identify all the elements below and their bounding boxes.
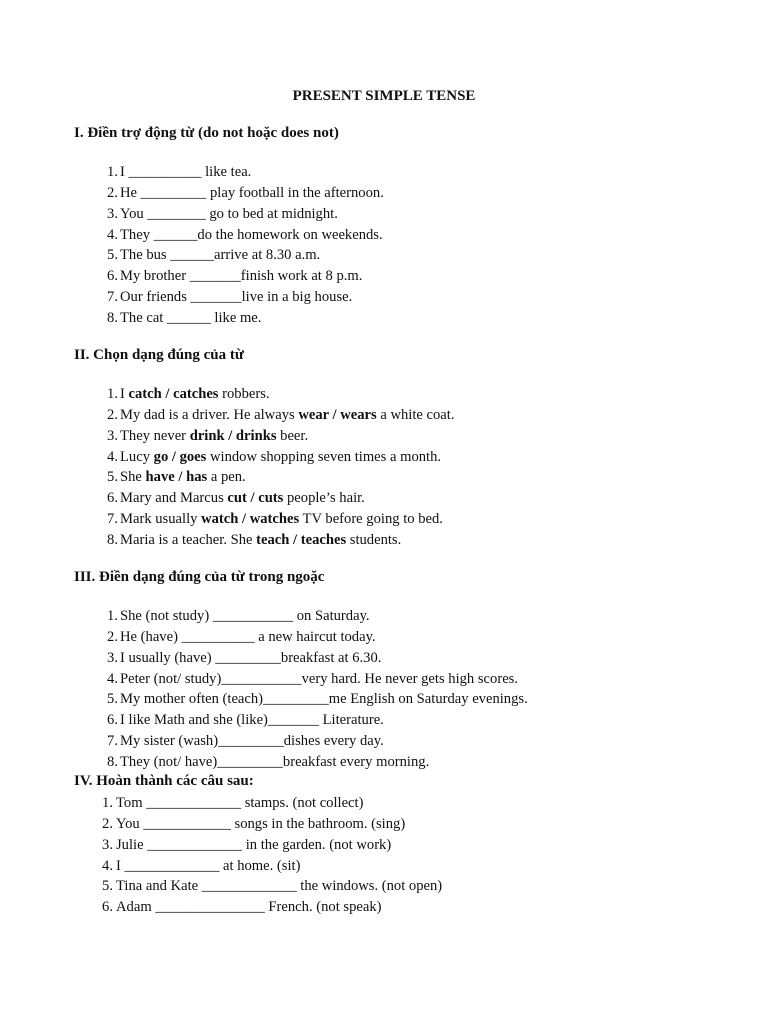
item-text (120, 627, 376, 648)
item-text (120, 225, 383, 246)
item-number: 5. (107, 247, 118, 264)
item-number: 3. (107, 205, 118, 222)
item-number: 4. (107, 670, 118, 687)
item-text (116, 793, 363, 814)
item-number: 8. (107, 531, 118, 548)
text-segment: I (120, 386, 129, 402)
item-text (120, 162, 251, 183)
item-text (120, 384, 270, 405)
item-text (120, 509, 443, 530)
text-segment: Our friends _______live in a big house. (120, 289, 353, 306)
item-text (120, 752, 429, 773)
item-number: 3. (107, 427, 118, 444)
text-segment: Mark usually (120, 511, 202, 528)
item-text (120, 669, 518, 690)
item-number: 4. (107, 226, 118, 243)
verb-choice: wear / wears (298, 406, 377, 423)
text-segment: Julie _____________ in the garden. (not work) (116, 836, 392, 853)
item-text (120, 467, 246, 488)
item-text (120, 710, 384, 731)
text-segment: He (have) __________ a new haircut today. (120, 628, 376, 645)
text-segment: My sister (wash)_________dishes every day. (120, 733, 384, 750)
text-segment: robbers. (218, 386, 270, 402)
item-text (120, 405, 455, 426)
item-number: 7. (107, 511, 118, 528)
item-number: 6. (107, 712, 118, 729)
text-segment: I like Math and she (like)_______ Literature. (120, 712, 384, 729)
item-text (120, 447, 441, 468)
item-text (120, 648, 381, 669)
verb-choice: go / goes (153, 448, 207, 465)
section-4-heading: IV. Hoàn thành các câu sau: (74, 773, 254, 789)
text-segment: She (not study) ___________ on Saturday. (120, 608, 370, 624)
text-segment: Maria is a teacher. She (120, 531, 257, 548)
text-segment: You ____________ songs in the bathroom. (sing) (116, 815, 406, 832)
item-text (120, 689, 528, 710)
text-segment: She (120, 469, 146, 486)
item-text (120, 488, 365, 509)
item-number: 5. (107, 469, 118, 486)
text-segment: people’s hair. (283, 490, 365, 507)
text-segment: The bus ______arrive at 8.30 a.m. (120, 247, 321, 264)
item-number: 6. (107, 490, 118, 507)
text-segment: My mother often (teach)_________me English on Saturday evenings. (120, 691, 528, 708)
item-number: 6. (107, 268, 118, 285)
item-number: 2. (107, 406, 118, 423)
item-number: 5. (102, 878, 113, 895)
text-segment: My brother _______finish work at 8 p.m. (120, 268, 363, 285)
text-segment: students. (346, 531, 402, 548)
item-text (120, 245, 320, 266)
text-segment: The cat ______ like me. (120, 309, 262, 326)
text-segment: a white coat. (376, 406, 455, 423)
item-text (120, 308, 261, 329)
item-text (120, 606, 370, 627)
item-number: 8. (107, 753, 118, 770)
item-number: 2. (107, 628, 118, 645)
item-text (120, 204, 338, 225)
item-text (120, 287, 352, 308)
item-text (116, 876, 442, 897)
text-segment: They (not/ have)_________breakfast every morning. (120, 753, 430, 770)
verb-choice: watch / watches (201, 511, 300, 528)
verb-choice: cut / cuts (227, 490, 284, 507)
verb-choice: teach / teaches (256, 531, 347, 548)
section-2-heading: II. Chọn dạng đúng của từ (74, 347, 244, 363)
item-text (120, 530, 401, 551)
text-segment: You ________ go to bed at midnight. (120, 205, 338, 222)
text-segment: Mary and Marcus (120, 490, 228, 507)
text-segment: window shopping seven times a month. (206, 448, 442, 465)
text-segment: My dad is a driver. He always (120, 406, 299, 423)
verb-choice: catch / catches (128, 386, 219, 402)
text-segment: Lucy (120, 448, 154, 465)
item-number: 7. (107, 289, 118, 306)
text-segment: He _________ play football in the afternoon. (120, 184, 384, 201)
verb-choice: have / has (145, 469, 208, 486)
item-number: 2. (102, 815, 113, 832)
item-text (116, 814, 405, 835)
text-segment: They never (120, 427, 190, 444)
page-title: PRESENT SIMPLE TENSE (292, 88, 476, 104)
item-number: 2. (107, 184, 118, 201)
item-number: 3. (102, 836, 113, 853)
section-1-heading: I. Điền trợ động từ (do not hoặc does not) (74, 125, 339, 141)
item-number: 1. (102, 795, 113, 811)
item-number: 7. (107, 733, 118, 750)
text-segment: Tina and Kate _____________ the windows. (not open) (116, 878, 443, 895)
text-segment: Adam _______________ French. (not speak) (116, 899, 382, 916)
item-text (116, 856, 300, 877)
text-segment: a pen. (207, 469, 246, 486)
text-segment: They ______do the homework on weekends. (120, 226, 383, 243)
text-segment: I usually (have) _________breakfast at 6.30. (120, 649, 382, 666)
item-number: 1. (107, 386, 118, 402)
item-text (120, 731, 384, 752)
item-text (120, 266, 362, 287)
section-3-heading: III. Điền dạng đúng của từ trong ngoặc (74, 569, 325, 585)
item-text (120, 426, 308, 447)
text-segment: TV before going to bed. (299, 511, 443, 528)
item-number: 4. (107, 448, 118, 465)
item-number: 1. (107, 608, 118, 624)
item-number: 4. (102, 857, 113, 874)
text-segment: Peter (not/ study)___________very hard. He never gets high scores. (120, 670, 518, 687)
text-segment: I __________ like tea. (120, 164, 252, 180)
item-text (120, 183, 384, 204)
text-segment: beer. (276, 427, 309, 444)
item-text (116, 897, 381, 918)
item-text (116, 835, 391, 856)
item-number: 3. (107, 649, 118, 666)
item-number: 1. (107, 164, 118, 180)
item-number: 8. (107, 309, 118, 326)
text-segment: I _____________ at home. (sit) (116, 857, 301, 874)
text-segment: Tom _____________ stamps. (not collect) (116, 795, 364, 811)
verb-choice: drink / drinks (189, 427, 277, 444)
item-number: 6. (102, 899, 113, 916)
item-number: 5. (107, 691, 118, 708)
